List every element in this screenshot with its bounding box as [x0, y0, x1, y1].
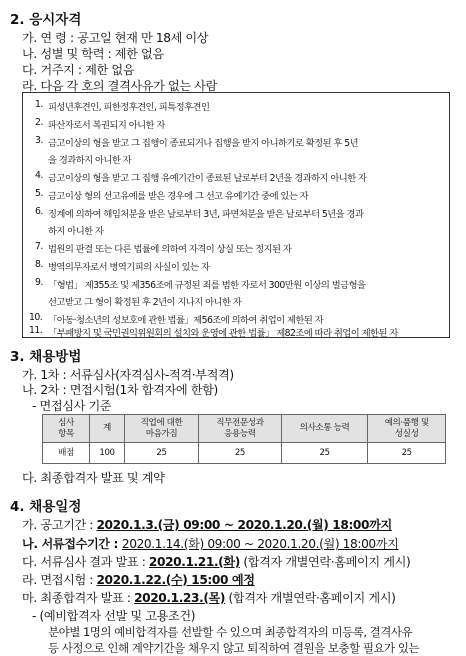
- reserve-text: 등 사정으로 인해 계약기간을 채우지 않고 퇴직하여 결원을 보충할 필요가 있는: [48, 641, 420, 655]
- disq-text: 하지 아니한 자: [48, 226, 104, 237]
- document-result-note: (합격자 개별연락·홈페이지 게시): [239, 555, 411, 569]
- document-result-value: 2020.1.21.(화): [148, 555, 240, 569]
- final-result-value: 2020.1.23.(목): [134, 591, 226, 605]
- disq-no: 9.: [35, 277, 43, 288]
- posting-period-value: 2020.1.3.(금) 09:00 ~ 2020.1.20.(월) 18:00까지: [96, 518, 392, 532]
- disq-no: 1.: [35, 99, 43, 110]
- table-cell: 100: [90, 443, 125, 464]
- section-3-title: 3. 채용방법: [10, 349, 82, 365]
- final-result-date: [22, 589, 396, 606]
- disq-text: 을 경과하지 아니한 자: [48, 155, 132, 166]
- table-header-cell: 의사소통 능력: [281, 415, 367, 443]
- document-result-label: 다. 서류심사 결과 발표 :: [22, 555, 149, 569]
- table-row: [43, 443, 446, 464]
- table-cell: 25: [281, 443, 367, 464]
- table-header-row: [43, 415, 446, 443]
- reserve-title: - (예비합격자 선발 및 고용조건): [32, 609, 196, 623]
- disqualification-intro: 라. 다음 각 호의 결격사유가 없는 사람: [22, 79, 217, 93]
- reserve-text: 분야별 1명의 예비합격자를 선발할 수 있으며 최종합격자의 미등록, 결격사유: [48, 625, 413, 639]
- residence-requirement: 다. 거주지 : 제한 없음: [22, 63, 135, 77]
- interview-date: [22, 571, 255, 588]
- table-header-cell: 직무전문성과 응용능력: [199, 415, 282, 443]
- posting-period: [22, 516, 392, 533]
- disq-no: 11.: [29, 325, 43, 336]
- disq-text: 「형법」 제355조 및 제356조에 규정된 죄를 범한 자로서 300만원 이상의 벌금형을: [48, 280, 366, 291]
- application-period: [22, 535, 399, 552]
- disq-text: 금고이상의 형을 받고 그 집행 유예기간이 종료된 날로부터 2년을 경과하지 아니한 자: [48, 173, 367, 184]
- application-period-value: 2020.1.14.(화) 09:00 ~ 2020.1.20.(월) 18:00까지: [121, 537, 399, 551]
- final-announcement-line: 다. 최종합격자 발표 및 계약: [22, 471, 165, 485]
- interview-criteria-title: - 면접심사 기준: [32, 399, 112, 413]
- section-2-title: 2. 응시자격: [10, 12, 82, 28]
- interview-criteria-table: [42, 414, 446, 464]
- section-4-title: 4. 채용일정: [10, 499, 82, 515]
- interview-date-value: 2020.1.22.(수) 15:00 예정: [96, 573, 255, 587]
- posting-period-label: 가. 공고기간 :: [22, 518, 97, 532]
- disq-no: 5.: [35, 188, 43, 199]
- disq-no: 6.: [35, 206, 43, 217]
- disq-text: 선고받고 그 형이 확정된 후 2년이 지나지 아니한 자: [48, 297, 242, 308]
- disq-no: 10.: [29, 312, 43, 323]
- table-cell: 25: [368, 443, 446, 464]
- disq-no: 4.: [35, 170, 43, 181]
- disq-text: 금고이상의 형을 받고 그 집행이 종료되거나 집행을 받지 아니하기로 확정된 후 5년: [48, 138, 359, 149]
- age-requirement: 가. 연 령 : 공고일 현재 만 18세 이상: [22, 31, 209, 45]
- disq-text: 금고이상 형의 선고유예를 받은 경우에 그 선고 유예기간 중에 있는 자: [48, 191, 309, 202]
- disqualification-box: [22, 92, 450, 338]
- disq-text: 「아동·청소년의 성보호에 관한 법률」제56조에 의하여 취업이 제한된 자: [48, 315, 324, 326]
- disq-no: 8.: [35, 259, 43, 270]
- disq-no: 3.: [35, 135, 43, 146]
- table-header-cell: 예의·품행 및 성실성: [368, 415, 446, 443]
- table-header-cell: 심사 항목: [43, 415, 90, 443]
- document-result-date: [22, 553, 410, 570]
- table-cell: 25: [125, 443, 199, 464]
- disq-text: 징계에 의하여 해임처분을 받은 날로부터 3년, 파면처분을 받은 날로부터 5년을 경과: [48, 209, 364, 220]
- first-stage-line: 가. 1차 : 서류심사(자격심사-적격·부적격): [22, 368, 234, 382]
- table-header-cell: 직업에 대한 마음가짐: [125, 415, 199, 443]
- final-result-label: 마. 최종합격자 발표 :: [22, 591, 135, 605]
- table-cell: 배점: [43, 443, 90, 464]
- final-result-note: (합격자 개별연락·홈페이지 게시): [225, 591, 396, 605]
- disq-no: 7.: [35, 241, 43, 252]
- interview-date-label: 라. 면접시험 :: [22, 573, 97, 587]
- application-period-label: 나. 서류접수기간 :: [22, 537, 122, 551]
- disq-text: 법원의 판결 또는 다른 법률에 의하여 자격이 상실 또는 정지된 자: [48, 244, 292, 255]
- disq-text: 병역의무자로서 병역기피의 사실이 있는 자: [48, 262, 210, 273]
- gender-education-requirement: 나. 성별 및 학력 : 제한 없음: [22, 47, 164, 61]
- disq-text: 피성년후견인, 피한정후견인, 피특정후견인: [48, 102, 210, 113]
- disq-text: 파산자로서 복권되지 아니한 자: [48, 120, 165, 131]
- table-cell: 25: [199, 443, 282, 464]
- table-header-cell: 계: [90, 415, 125, 443]
- disq-no: 2.: [35, 117, 43, 128]
- disq-text: 「부패방지 및 국민권익위원회의 설치와 운영에 관한 법률」 제82조에 따라 취업이 제한된 자: [48, 328, 398, 339]
- second-stage-line: 나. 2차 : 면접시험(1차 합격자에 한함): [22, 383, 218, 397]
